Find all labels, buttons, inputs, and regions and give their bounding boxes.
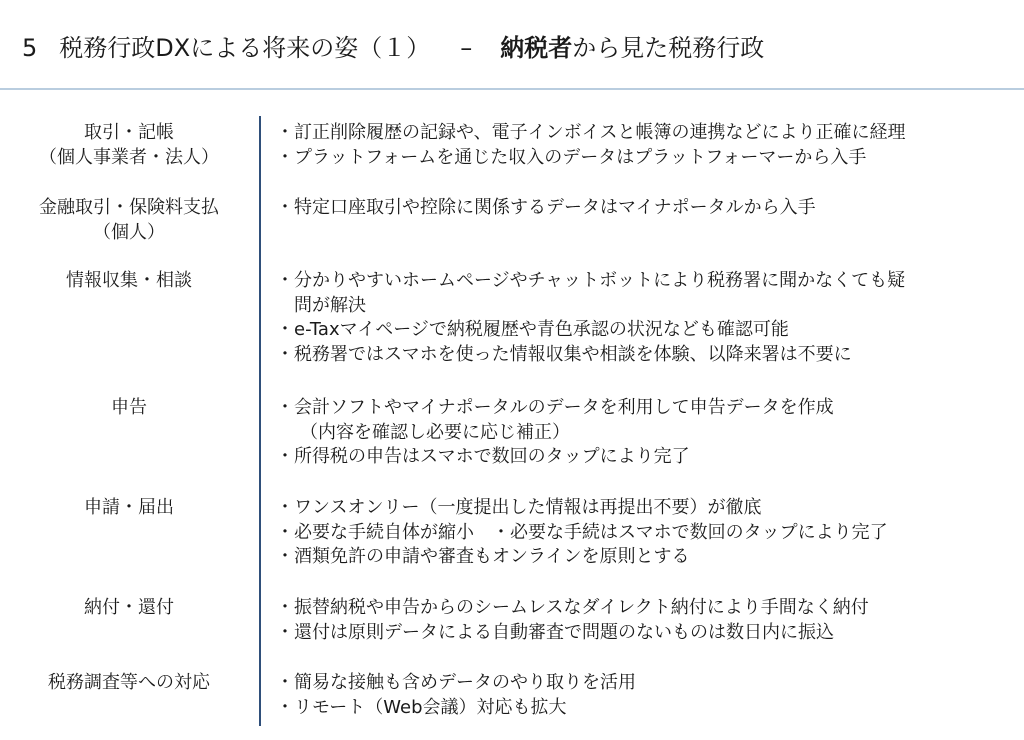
title-rest: から見た税務行政 — [572, 34, 765, 62]
item-list — [276, 121, 1016, 170]
list-item — [276, 343, 1016, 368]
item-list — [276, 269, 1016, 367]
list-item — [276, 596, 1016, 621]
bullet: ・ — [276, 597, 294, 618]
list-item — [276, 696, 1016, 721]
section-label — [0, 596, 258, 621]
item-text: 特定口座取引や控除に関係するデータはマイナポータルから入手 — [294, 197, 816, 218]
bullet: ・ — [276, 343, 294, 365]
bullet: ・ — [276, 521, 294, 543]
bullet: ・ — [276, 546, 294, 567]
bullet: ・ — [276, 319, 294, 340]
label-line: 税務調査等への対応 — [48, 672, 210, 693]
item-list — [276, 496, 1016, 570]
bullet: ・ — [276, 672, 294, 693]
item-text: リモート（Web会議）対応も拡大 — [294, 696, 567, 718]
list-item — [276, 121, 1016, 146]
label-line: 取引・記帳 — [84, 122, 174, 143]
bullet: ・ — [276, 446, 294, 467]
list-item — [276, 445, 1016, 470]
title-main: 税務行政DXによる将来の姿（１） — [59, 34, 431, 62]
label-line: 申請・届出 — [84, 497, 174, 518]
label-line: 申告 — [111, 397, 147, 418]
bullet: ・ — [276, 197, 294, 218]
bullet: ・ — [276, 146, 294, 168]
column-divider — [259, 116, 261, 726]
list-item — [276, 521, 1016, 546]
item-text: 簡易な接触も含めデータのやり取りを活用 — [294, 672, 636, 693]
item-list — [276, 596, 1016, 645]
item-text: 所得税の申告はスマホで数回のタップにより完了 — [294, 446, 690, 467]
item-note: （内容を確認し必要に応じ補正） — [300, 421, 570, 443]
item-list — [276, 671, 1016, 720]
title-bold: 納税者 — [500, 34, 573, 62]
section-label — [0, 396, 258, 421]
item-text: ワンスオンリー（一度提出した情報は再提出不要）が徹底 — [294, 497, 762, 518]
page-title — [22, 28, 764, 68]
label-line: 情報収集・相談 — [66, 270, 192, 291]
section-number: 5 — [22, 34, 38, 62]
item-text: プラットフォームを通じた収入のデータはプラットフォーマーから入手 — [294, 146, 867, 168]
label-line: （個人） — [93, 221, 165, 243]
list-item — [276, 545, 1016, 570]
list-item — [276, 269, 1016, 318]
list-item — [276, 621, 1016, 646]
list-item — [276, 318, 1016, 343]
section-label — [0, 269, 258, 294]
section-label — [0, 196, 258, 245]
list-item — [276, 146, 1016, 171]
section-label — [0, 121, 258, 170]
section-label — [0, 671, 258, 696]
bullet: ・ — [276, 696, 294, 718]
item-list — [276, 196, 1016, 221]
bullet: ・ — [276, 497, 294, 518]
item-text: 訂正削除履歴の記録や、電子インボイスと帳簿の連携などにより正確に経理 — [294, 122, 906, 143]
label-line: 納付・還付 — [84, 597, 174, 618]
bullet: ・ — [276, 122, 294, 143]
bullet: ・ — [276, 621, 294, 643]
item-text: 分かりやすいホームページやチャットボットにより税務署に聞かなくても疑 — [294, 270, 906, 291]
item-text: 会計ソフトやマイナポータルのデータを利用して申告データを作成 — [294, 397, 834, 418]
list-item — [276, 396, 1016, 445]
item-text-continued: 問が解決 — [294, 294, 366, 316]
header-rule — [0, 88, 1024, 90]
item-text: 必要な手続自体が縮小 ・必要な手続はスマホで数回のタップにより完了 — [294, 521, 888, 543]
item-text: 酒類免許の申請や審査もオンラインを原則とする — [294, 546, 690, 567]
section-label — [0, 496, 258, 521]
title-dash: – — [460, 34, 473, 62]
item-list — [276, 396, 1016, 470]
item-text: e-Taxマイページで納税履歴や青色承認の状況なども確認可能 — [294, 319, 789, 340]
item-text: 税務署ではスマホを使った情報収集や相談を体験、以降来署は不要に — [294, 343, 852, 365]
list-item — [276, 671, 1016, 696]
item-text: 還付は原則データによる自動審査で問題のないものは数日内に振込 — [294, 621, 834, 643]
label-line: （個人事業者・法人） — [39, 146, 219, 168]
item-text: 振替納税や申告からのシームレスなダイレクト納付により手間なく納付 — [294, 597, 869, 618]
bullet: ・ — [276, 397, 294, 418]
list-item — [276, 496, 1016, 521]
list-item — [276, 196, 1016, 221]
label-line: 金融取引・保険料支払 — [39, 197, 219, 218]
bullet: ・ — [276, 270, 294, 291]
